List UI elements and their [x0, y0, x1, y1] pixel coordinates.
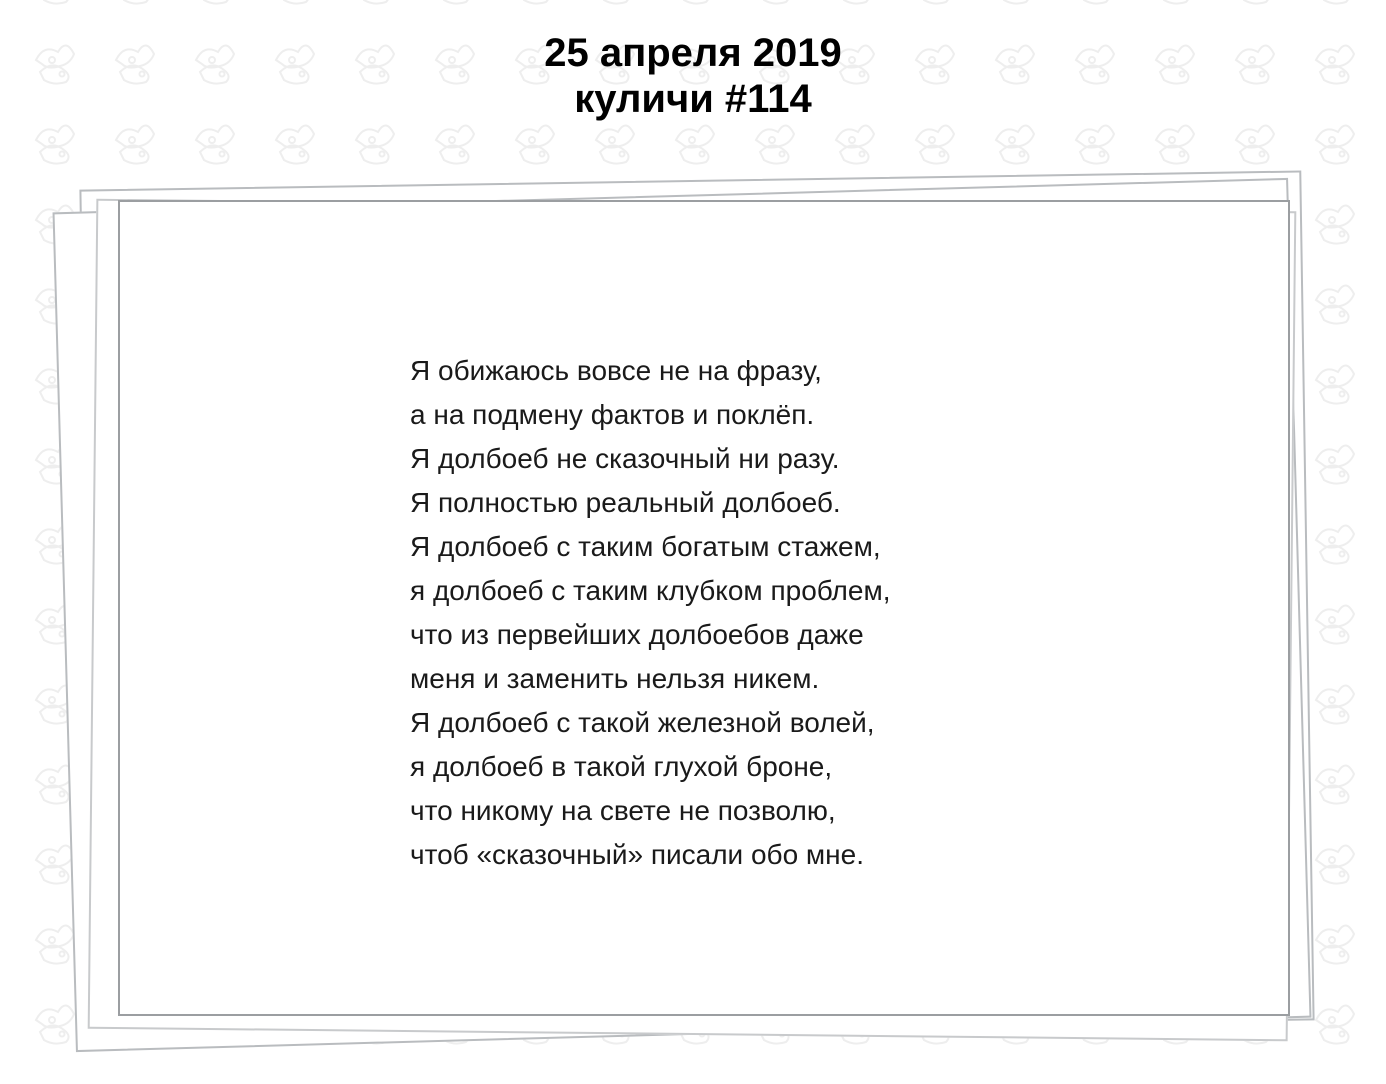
poem-line: Я долбоеб с таким богатым стажем, — [410, 531, 881, 562]
poem-line: Я долбоеб не сказочный ни разу. — [410, 443, 840, 474]
poem-line: меня и заменить нельзя никем. — [410, 663, 820, 694]
poem-line: что из первейших долбоебов даже — [410, 619, 864, 650]
poem-line: чтоб «сказочный» писали обо мне. — [410, 839, 864, 870]
date-heading: 25 апреля 2019 — [544, 31, 842, 75]
poem-line: Я долбоеб с такой железной волей, — [410, 707, 875, 738]
page-header — [0, 30, 1386, 122]
poem-line: Я полностью реальный долбоеб. — [410, 487, 841, 518]
post-title: куличи #114 — [574, 77, 812, 121]
poem-line: я долбоеб в такой глухой броне, — [410, 751, 833, 782]
poem-line: Я обижаюсь вовсе не на фразу, — [410, 355, 822, 386]
poem-line: а на подмену фактов и поклёп. — [410, 399, 815, 430]
poem-line: что никому на свете не позволю, — [410, 795, 836, 826]
poem-text — [410, 349, 890, 877]
poem-line: я долбоеб с таким клубком проблем, — [410, 575, 891, 606]
